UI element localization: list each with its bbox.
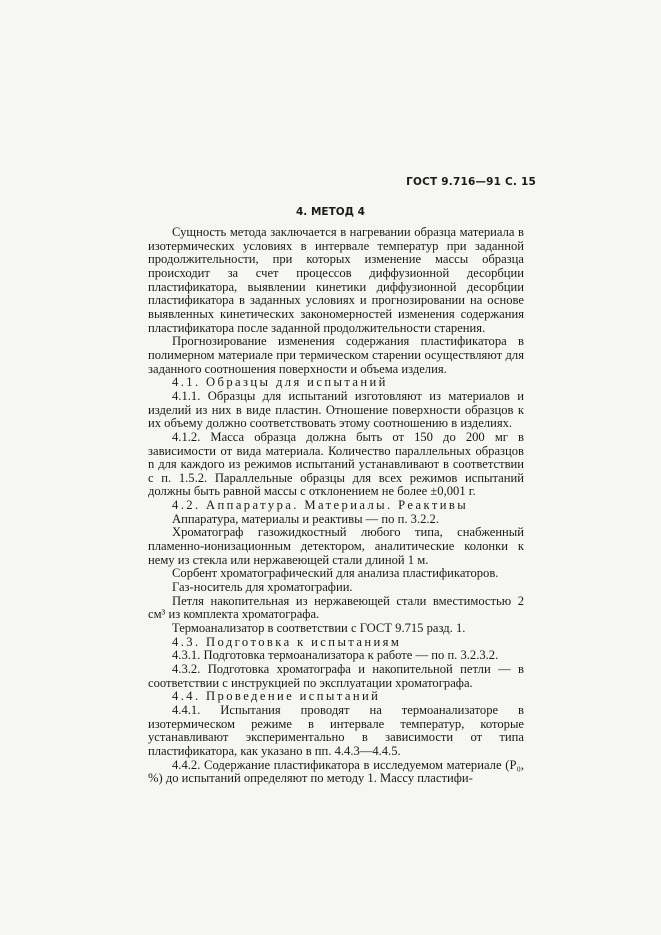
paragraph: 4.4.1. Испытания проводят на термоанализаторе в изотермическом режиме в интервале температур, которые устанавливают экспериментально в зависимости от типа пластификатора, как указано в пп. 4.4.3—4.4.5.: [148, 702, 524, 758]
paragraph: 4.3.1. Подготовка термоанализатора к работе — по п. 3.2.3.2.: [172, 648, 499, 663]
paragraph: 4.1.2. Масса образца должна быть от 150 до 200 мг в зависимости от вида материала. Количество параллельных образцов n для каждого из режимов испытаний устанавливают в соответствии с п. 1.5.2. Параллельные образцы для всех режимов испытаний должны быть равной массы с отклонением не более ±0,001 г.: [148, 429, 524, 499]
paragraph: 4.1.1. Образцы для испытаний изготовляют из материалов и изделий из них в виде пластин. Отношение поверхности образцов к их объему должно соответствовать этому соотношению в изделиях.: [148, 388, 524, 431]
paragraph: Термоанализатор в соответствии с ГОСТ 9.715 разд. 1.: [172, 621, 466, 636]
paragraph: 4.3.2. Подготовка хроматографа и накопительной петли — в соответствии с инструкцией по эксплуатации хроматографа.: [148, 662, 524, 690]
paragraph: Петля накопительная из нержавеющей стали вместимостью 2 см³ из комплекта хроматографа.: [148, 593, 524, 622]
page-header: ГОСТ 9.716—91 С. 15: [406, 176, 536, 188]
paragraph: 4.4.2. Содержание пластификатора в исследуемом материале (P₀, %) до испытаний определяют по методу 1. Массу пластифи-: [148, 757, 524, 786]
document-body: [148, 226, 524, 786]
subsection-heading: 4.3. Подготовка к испытаниям: [172, 634, 402, 649]
paragraph: Сущность метода заключается в нагревании образца материала в изотермических условиях в интервале температур при заданной продолжительности, при которых изменение массы образца происходит за счет процессов диффузионной десорбции пластификатора, выявлении кинетики диффузионной десорбции пластификатора в заданных условиях и прогнозировании на основе выявленных кинетических закономерностей изменения содержания пластификатора после заданной продолжительности старения.: [148, 225, 524, 335]
paragraph: Хроматограф газожидкостный любого типа, снабженный пламенно-ионизационным детектором, аналитические колонки к нему из стекла или нержавеющей стали длиной 1 м.: [148, 525, 524, 567]
paragraph: Газ-носитель для хроматографии.: [172, 580, 353, 595]
paragraph: Прогнозирование изменения содержания пластификатора в полимерном материале при термическом старении осуществляют для заданного соотношения поверхности и объема изделия.: [148, 334, 524, 376]
paragraph: Сорбент хроматографический для анализа пластификаторов.: [172, 566, 499, 581]
section-title: 4. МЕТОД 4: [296, 206, 365, 218]
subsection-heading: 4.4. Проведение испытаний: [172, 689, 381, 704]
subsection-heading: 4.1. Образцы для испытаний: [172, 375, 388, 390]
paragraph: Аппаратура, материалы и реактивы — по п. 3.2.2.: [172, 511, 439, 526]
subsection-heading: 4.2. Аппаратура. Материалы. Реактивы: [172, 498, 469, 513]
